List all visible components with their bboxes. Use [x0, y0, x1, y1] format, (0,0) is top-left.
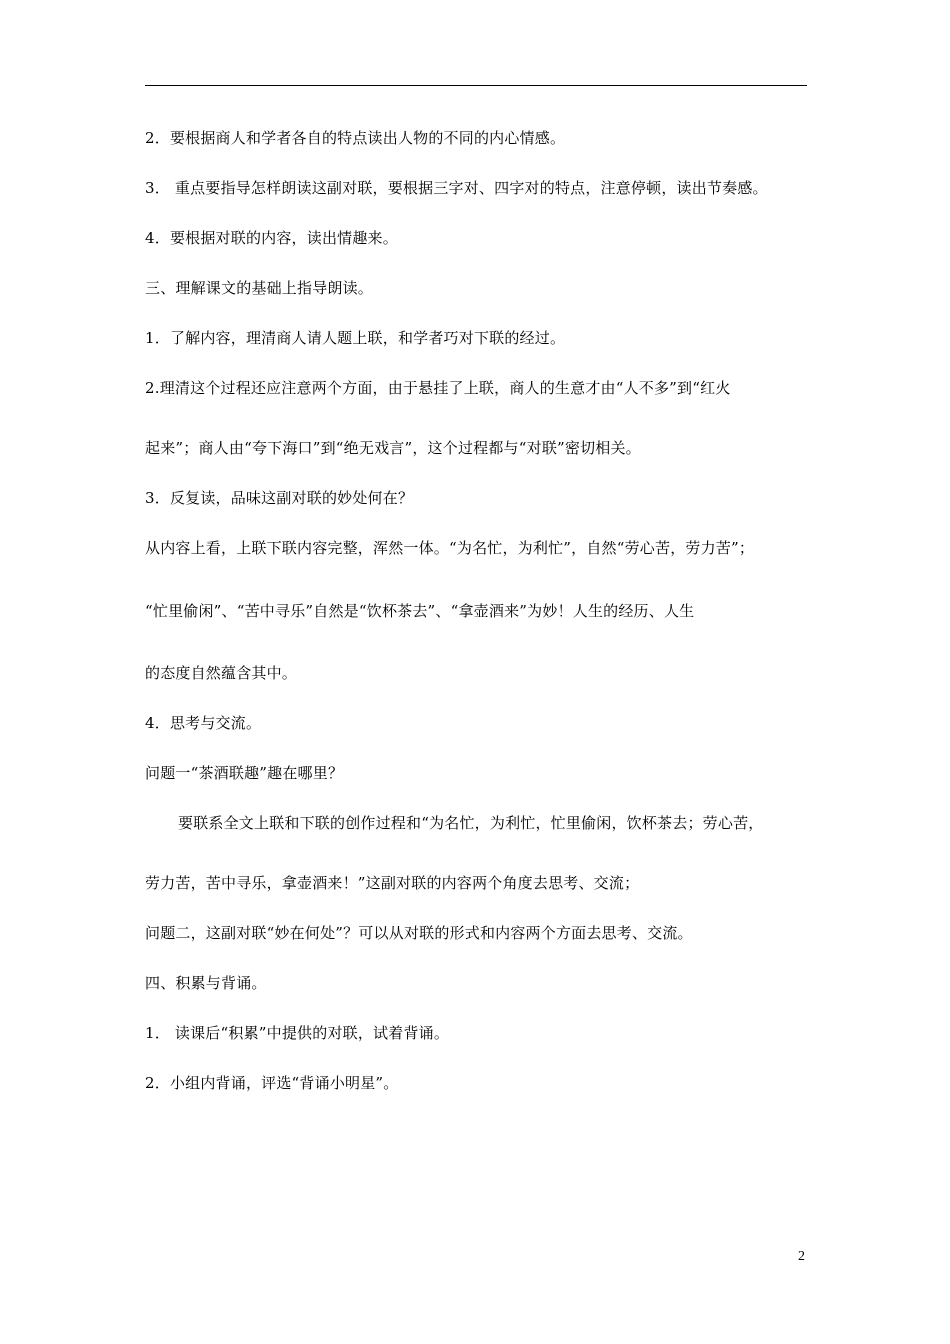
text-line: 问题一“茶酒联趣”趣在哪里？: [145, 764, 344, 782]
text-line: “忙里偷闲”、“苦中寻乐”自然是“饮杯茶去”、“拿壶酒来”为妙！人生的经历、人生: [145, 602, 695, 620]
section-heading: 三、理解课文的基础上指导朗读。: [145, 279, 374, 297]
text-line: 问题二，这副对联“妙在何处”？可以从对联的形式和内容两个方面去思考、交流。: [145, 924, 693, 942]
text-line: 从内容上看，上联下联内容完整，浑然一体。“为名忙，为利忙”，自然“劳心苦，劳力苦”；: [145, 539, 755, 557]
text-line: 4．思考与交流。: [145, 714, 262, 732]
text-line: 3． 重点要指导怎样朗读这副对联，要根据三字对、四字对的特点，注意停顿，读出节奏感。: [145, 179, 768, 197]
text-line: 1． 读课后“积累”中提供的对联，试着背诵。: [145, 1024, 450, 1042]
text-line: 起来”；商人由“夸下海口”到“绝无戏言”，这个过程都与“对联”密切相关。: [145, 439, 641, 457]
header-rule: [145, 85, 807, 86]
section-heading: 四、积累与背诵。: [145, 974, 267, 992]
text-line: 的态度自然蕴含其中。: [145, 664, 298, 682]
page-number: 2: [798, 1249, 805, 1264]
text-line: 4．要根据对联的内容，读出情趣来。: [145, 229, 398, 247]
text-line: 劳力苦，苦中寻乐，拿壶酒来！”这副对联的内容两个角度去思考、交流；: [145, 874, 640, 892]
text-line: 要联系全文上联和下联的创作过程和“为名忙，为利忙，忙里偷闲，饮杯茶去；劳心苦，: [178, 814, 764, 832]
text-line: 2.理清这个过程还应注意两个方面，由于悬挂了上联，商人的生意才由“人不多”到“红火: [145, 379, 731, 397]
text-line: 3．反复读，品味这副对联的妙处何在？: [145, 489, 414, 507]
text-line: 1．了解内容，理清商人请人题上联，和学者巧对下联的经过。: [145, 329, 566, 347]
text-line: 2．小组内背诵，评选“背诵小明星”。: [145, 1074, 399, 1092]
text-line: 2．要根据商人和学者各自的特点读出人物的不同的内心情感。: [145, 129, 566, 147]
